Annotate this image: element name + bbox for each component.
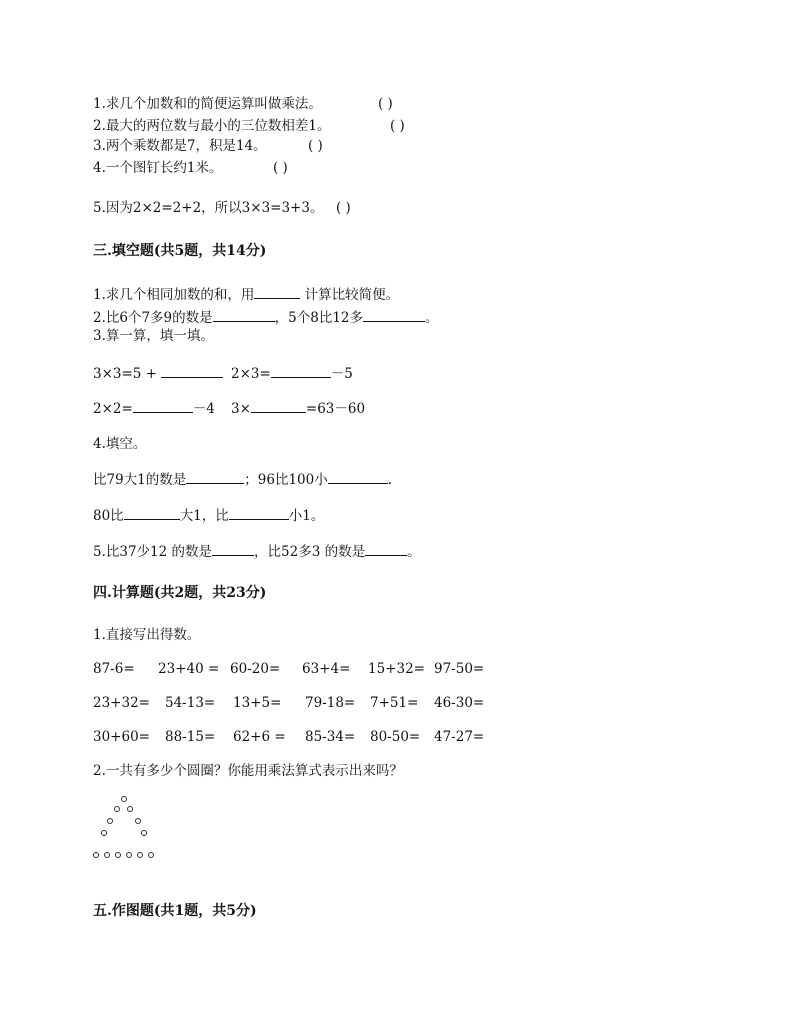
judge-q2 — [93, 117, 405, 135]
fill-q3-r2-b: －4 — [192, 401, 215, 417]
fill-q4-row2 — [93, 506, 324, 525]
fill-q4-r1-c: . — [387, 472, 393, 488]
calc-r3-c2: 88-15= — [165, 729, 216, 745]
fill-q3-r1-c: －5 — [330, 366, 353, 382]
fill-q3-r1-b: 2×3= — [231, 366, 271, 382]
fill-q3-r2-blank-1[interactable] — [133, 399, 193, 413]
judge-q4-text: 4.一个图钉长约1米。 — [93, 160, 223, 176]
calc-r1-c1: 87-6= — [93, 661, 135, 677]
fill-q3-r1-blank-1[interactable] — [161, 364, 223, 378]
circle — [101, 830, 107, 836]
fill-q2-blank-1[interactable] — [213, 308, 275, 322]
calc-r1-c6: 97-50= — [434, 661, 485, 677]
circle — [114, 806, 120, 812]
calc-r3-c4: 85-34= — [305, 729, 356, 745]
fill-q4-title: 4.填空。 — [93, 436, 147, 452]
fill-q3-r2-a: 2×2= — [93, 401, 133, 417]
judge-q3-paren[interactable]: ( ) — [308, 138, 323, 154]
circle — [104, 852, 110, 858]
calc-r3-c3: 62+6 = — [233, 729, 286, 745]
section4-title: 四.计算题(共2题，共23分) — [93, 585, 267, 601]
calc-r1-c2: 23+40 = — [158, 661, 220, 677]
fill-q4-r1-a: 比79大1的数是 — [93, 472, 187, 488]
judge-q1-paren[interactable]: ( ) — [378, 96, 393, 112]
fill-q3-r2-blank-2[interactable] — [251, 399, 306, 413]
circle — [107, 818, 113, 824]
judge-q5 — [93, 199, 351, 217]
fill-q5-text-c: 。 — [407, 544, 421, 560]
judge-q3 — [93, 137, 323, 155]
calc-r2-c6: 46-30= — [434, 695, 485, 711]
fill-q5-text-b: ，比52多3 的数是 — [254, 544, 366, 560]
fill-q4-row1 — [93, 470, 392, 489]
calc-r1-c3: 60-20= — [230, 661, 281, 677]
judge-q1 — [93, 95, 393, 113]
circle — [126, 852, 132, 858]
calc-r3-c6: 47-27= — [434, 729, 485, 745]
calc-r2-c5: 7+51= — [370, 695, 419, 711]
calc-q1-title: 1.直接写出得数。 — [93, 627, 201, 643]
fill-q2-text-c: 。 — [425, 310, 439, 326]
calc-r3-c5: 80-50= — [370, 729, 421, 745]
fill-q3-r2-c: 3× — [231, 401, 251, 417]
fill-q5-blank-1[interactable] — [212, 542, 254, 556]
fill-q2-text-b: ，5个8比12多 — [274, 310, 364, 326]
circle — [115, 852, 121, 858]
calc-r1-c4: 63+4= — [302, 661, 351, 677]
section3-title: 三.填空题(共5题，共14分) — [93, 243, 267, 259]
judge-q3-text: 3.两个乘数都是7，积是14。 — [93, 138, 267, 154]
judge-q5-text: 5.因为2×2=2+2，所以3×3=3+3。 — [93, 200, 324, 216]
calc-r3-c1: 30+60= — [93, 729, 150, 745]
fill-q1-text-b: 计算比较简便。 — [300, 287, 400, 303]
fill-q2 — [93, 308, 439, 327]
calc-q2-title: 2.一共有多少个圆圈？你能用乘法算式表示出来吗？ — [93, 763, 403, 779]
fill-q4-r2-blank-2[interactable] — [229, 506, 289, 520]
fill-q1-text-a: 1.求几个相同加数的和，用 — [93, 287, 255, 303]
circle — [141, 830, 147, 836]
fill-q5-text-a: 5.比37少12 的数是 — [93, 544, 213, 560]
fill-q2-blank-2[interactable] — [363, 308, 425, 322]
fill-q4-r2-b: 大1，比 — [179, 508, 229, 524]
fill-q2-text-a: 2.比6个7多9的数是 — [93, 310, 213, 326]
fill-q4-r1-blank-2[interactable] — [328, 470, 388, 484]
judge-q1-text: 1.求几个加数和的简便运算叫做乘法。 — [93, 96, 322, 112]
fill-q4-r2-a: 80比 — [93, 508, 124, 524]
calc-r1-c5: 15+32= — [368, 661, 425, 677]
circle — [93, 852, 99, 858]
fill-q4-r1-blank-1[interactable] — [186, 470, 244, 484]
fill-q4-r2-c: 小1。 — [288, 508, 325, 524]
calc-r2-c3: 13+5= — [233, 695, 282, 711]
fill-q3-row1 — [93, 364, 353, 383]
fill-q1-blank[interactable] — [254, 285, 300, 299]
circle — [148, 852, 154, 858]
fill-q3-row2 — [93, 399, 366, 418]
fill-q1 — [93, 285, 399, 304]
fill-q4-r2-blank-1[interactable] — [124, 506, 180, 520]
judge-q4-paren[interactable]: ( ) — [273, 160, 288, 176]
fill-q3-r2-d: =63－60 — [305, 401, 366, 417]
calc-r2-c1: 23+32= — [93, 695, 150, 711]
fill-q4-r1-b: ；96比100小 — [244, 472, 328, 488]
fill-q3-title: 3.算一算，填一填。 — [93, 328, 214, 344]
calc-r2-c2: 54-13= — [165, 695, 216, 711]
circle — [135, 818, 141, 824]
fill-q3-r1-blank-2[interactable] — [271, 364, 331, 378]
circle — [121, 796, 127, 802]
judge-q2-text: 2.最大的两位数与最小的三位数相差1。 — [93, 118, 331, 134]
judge-q4 — [93, 159, 288, 177]
circle — [127, 806, 133, 812]
circles-figure — [90, 792, 165, 862]
calc-r2-c4: 79-18= — [305, 695, 356, 711]
circle — [137, 852, 143, 858]
judge-q5-paren[interactable]: ( ) — [336, 200, 351, 216]
fill-q5 — [93, 542, 421, 561]
judge-q2-paren[interactable]: ( ) — [390, 118, 405, 134]
fill-q3-r1-a: 3×3=5 + — [93, 366, 157, 382]
fill-q5-blank-2[interactable] — [365, 542, 407, 556]
section5-title: 五.作图题(共1题，共5分) — [93, 903, 257, 919]
